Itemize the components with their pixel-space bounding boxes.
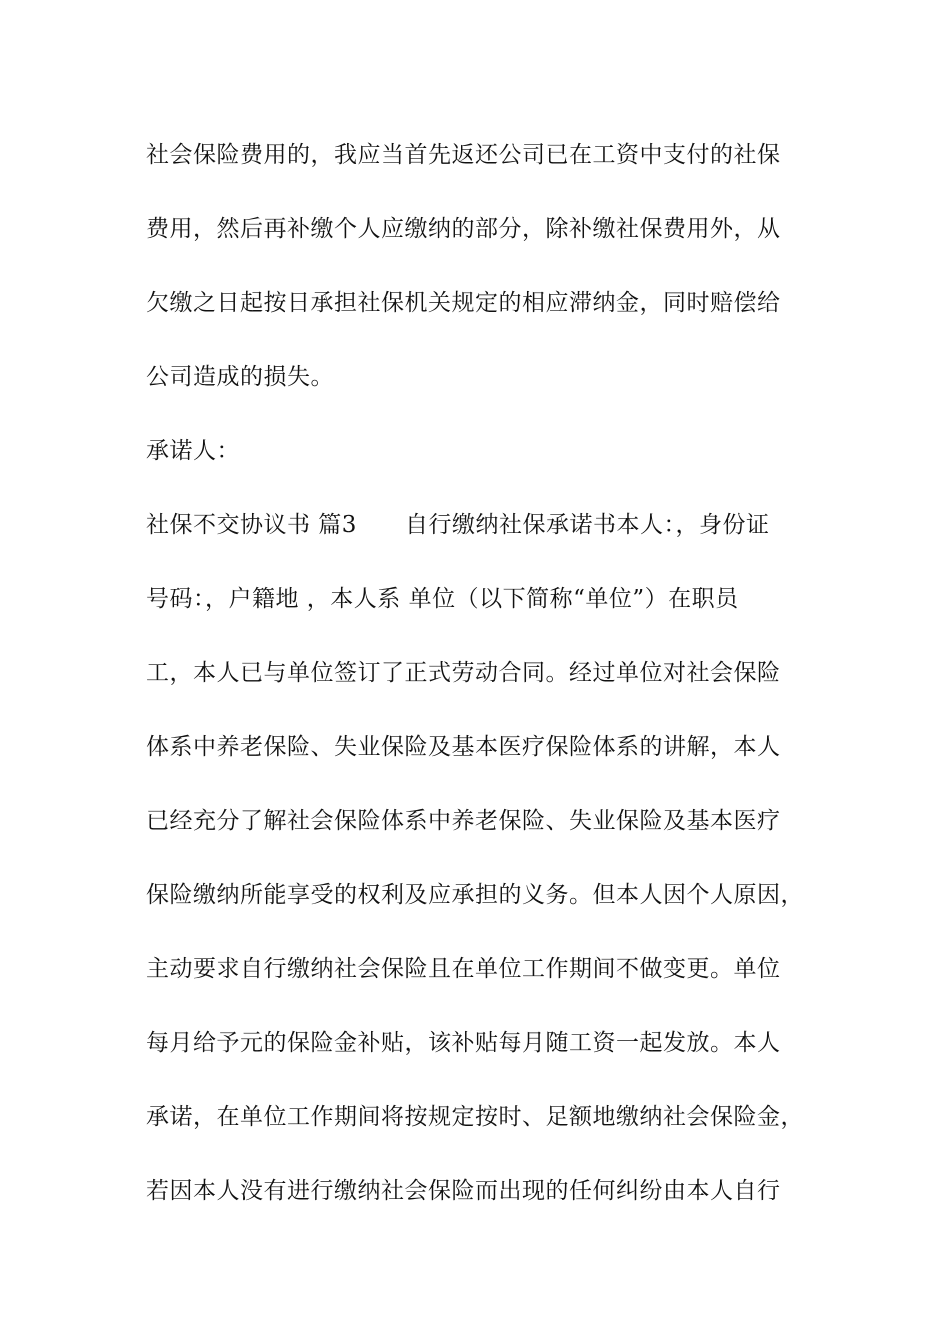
section-heading: 社保不交协议书 篇3: [146, 512, 357, 538]
paragraph-line: 社会保险费用的，我应当首先返还公司已在工资中支付的社保: [146, 142, 781, 168]
signature-label: 承诺人：: [146, 438, 240, 464]
section-first-line-text: 自行缴纳社保承诺书本人：，身份证: [404, 512, 770, 538]
paragraph-line: 公司造成的损失。: [146, 364, 334, 390]
paragraph-line: 号码：，户籍地 ，本人系 单位（以下简称“单位”）在职员: [146, 586, 739, 612]
paragraph-line: 体系中养老保险、失业保险及基本医疗保险体系的讲解，本人: [146, 734, 781, 760]
paragraph-line: 保险缴纳所能享受的权利及应承担的义务。但本人因个人原因，: [146, 882, 804, 908]
paragraph-line: 主动要求自行缴纳社会保险且在单位工作期间不做变更。单位: [146, 956, 781, 982]
section-first-line: [146, 510, 816, 540]
paragraph-line: 每月给予元的保险金补贴，该补贴每月随工资一起发放。本人: [146, 1030, 781, 1056]
paragraph-line: 工，本人已与单位签订了正式劳动合同。经过单位对社会保险: [146, 660, 781, 686]
paragraph-line: 费用，然后再补缴个人应缴纳的部分，除补缴社保费用外，从: [146, 216, 781, 242]
paragraph-line: 已经充分了解社会保险体系中养老保险、失业保险及基本医疗: [146, 808, 781, 834]
paragraph-line: 欠缴之日起按日承担社保机关规定的相应滞纳金，同时赔偿给: [146, 290, 781, 316]
paragraph-line: 承诺，在单位工作期间将按规定按时、足额地缴纳社会保险金，: [146, 1104, 804, 1130]
paragraph-line: 若因本人没有进行缴纳社会保险而出现的任何纠纷由本人自行: [146, 1178, 781, 1204]
